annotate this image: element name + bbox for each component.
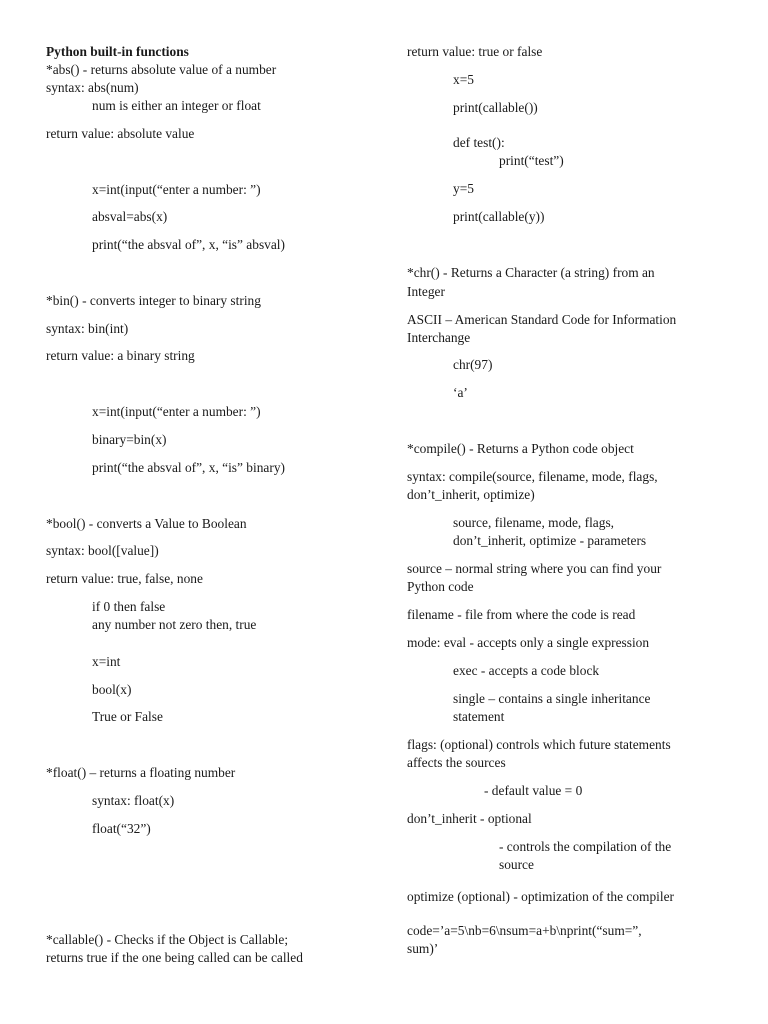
bin-example-line-3: print(“the absval of”, x, “is” binary)	[92, 460, 285, 475]
flags-definition-line-2: affects the sources	[407, 755, 506, 770]
mode-single-line-1: single – contains a single inheritance	[453, 691, 651, 706]
ascii-definition-line-2: Interchange	[407, 330, 471, 345]
flags-default-value: - default value = 0	[484, 783, 583, 798]
bool-return-value: return value: true, false, none	[46, 571, 203, 586]
compile-syntax-line-2: don’t_inherit, optimize)	[407, 487, 535, 502]
callable-example-line-1: x=5	[453, 72, 474, 87]
callable-example-line-6: print(callable(y))	[453, 209, 545, 224]
mode-exec-definition: exec - accepts a code block	[453, 663, 600, 678]
chr-heading-line-2: Integer	[407, 284, 445, 299]
bin-example-line-1: x=int(input(“enter a number: ”)	[92, 404, 261, 419]
mode-single-line-2: statement	[453, 709, 505, 724]
chr-example-line-2: ‘a’	[453, 385, 468, 400]
abs-example-line-2: absval=abs(x)	[92, 209, 168, 224]
source-definition-line-2: Python code	[407, 579, 474, 594]
bool-note-line-2: any number not zero then, true	[92, 617, 257, 632]
callable-heading-line-1: *callable() - Checks if the Object is Callable;	[46, 932, 289, 947]
bool-example-line-2: bool(x)	[92, 682, 132, 697]
source-definition-line-1: source – normal string where you can find your	[407, 561, 662, 576]
mode-eval-definition: mode: eval - accepts only a single expression	[407, 635, 650, 650]
abs-param-note: num is either an integer or float	[92, 98, 261, 113]
abs-heading: *abs() - returns absolute value of a number	[46, 62, 277, 77]
callable-example-line-5: y=5	[453, 181, 474, 196]
code-example-line-1: code=’a=5\nb=6\nsum=a+b\nprint(“sum=”,	[407, 923, 642, 938]
callable-example-line-2: print(callable())	[453, 100, 538, 115]
bool-heading: *bool() - converts a Value to Boolean	[46, 516, 247, 531]
float-heading: *float() – returns a floating number	[46, 765, 236, 780]
compile-heading: *compile() - Returns a Python code object	[407, 441, 634, 456]
bool-note-line-1: if 0 then false	[92, 599, 166, 614]
abs-example-line-1: x=int(input(“enter a number: ”)	[92, 182, 261, 197]
chr-heading-line-1: *chr() - Returns a Character (a string) from an	[407, 265, 655, 280]
ascii-definition-line-1: ASCII – American Standard Code for Information	[407, 312, 677, 327]
bin-example-line-2: binary=bin(x)	[92, 432, 167, 447]
dont-inherit-note-line-2: source	[499, 857, 534, 872]
abs-example-line-3: print(“the absval of”, x, “is” absval)	[92, 237, 285, 252]
callable-example-line-4: print(“test”)	[499, 153, 564, 168]
dont-inherit-definition: don’t_inherit - optional	[407, 811, 532, 826]
bool-example-line-3: True or False	[92, 709, 163, 724]
chr-example-line-1: chr(97)	[453, 357, 493, 372]
code-example-line-2: sum)’	[407, 941, 439, 956]
callable-return-value: return value: true or false	[407, 44, 543, 59]
abs-syntax: syntax: abs(num)	[46, 80, 139, 95]
callable-heading-line-2: returns true if the one being called can be called	[46, 950, 303, 965]
bool-syntax: syntax: bool([value])	[46, 543, 159, 558]
compile-params-line-1: source, filename, mode, flags,	[453, 515, 615, 530]
bin-syntax: syntax: bin(int)	[46, 321, 129, 336]
filename-definition: filename - file from where the code is read	[407, 607, 636, 622]
callable-example-line-3: def test():	[453, 135, 505, 150]
float-syntax: syntax: float(x)	[92, 793, 175, 808]
dont-inherit-note-line-1: - controls the compilation of the	[499, 839, 672, 854]
compile-syntax-line-1: syntax: compile(source, filename, mode, flags,	[407, 469, 658, 484]
float-example: float(“32”)	[92, 821, 151, 836]
page-title: Python built-in functions	[46, 44, 189, 59]
abs-return-value: return value: absolute value	[46, 126, 195, 141]
bool-example-line-1: x=int	[92, 654, 121, 669]
optimize-definition: optimize (optional) - optimization of the compiler	[407, 889, 674, 904]
compile-params-line-2: don’t_inherit, optimize - parameters	[453, 533, 647, 548]
flags-definition-line-1: flags: (optional) controls which future statements	[407, 737, 671, 752]
bin-heading: *bin() - converts integer to binary string	[46, 293, 261, 308]
bin-return-value: return value: a binary string	[46, 348, 195, 363]
